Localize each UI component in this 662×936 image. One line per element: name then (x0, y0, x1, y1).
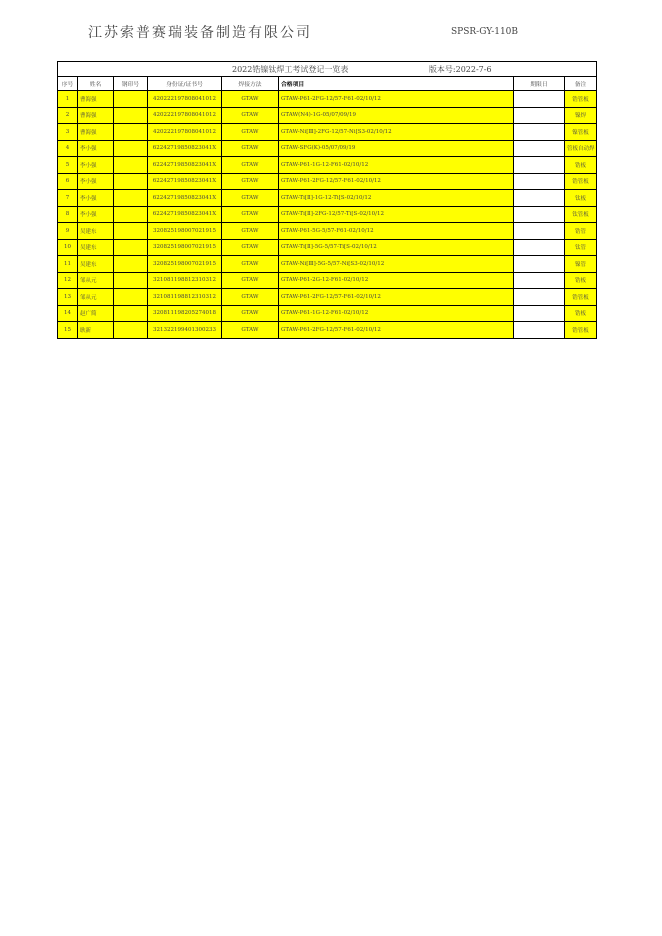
cell-name: 耿新 (78, 322, 114, 339)
cell-expiry (514, 206, 565, 223)
table-row (58, 173, 597, 190)
header-no: 序号 (58, 77, 78, 91)
cell-id: 62242719850823041X (148, 140, 222, 157)
cell-expiry (514, 322, 565, 339)
cell-method: GTAW (222, 289, 279, 306)
cell-no: 15 (58, 322, 78, 339)
cell-method: GTAW (222, 173, 279, 190)
table-row (58, 206, 597, 223)
header-stamp: 钢印号 (114, 77, 148, 91)
cell-method: GTAW (222, 272, 279, 289)
cell-qualified-item: GTAW-P61-2FG-12/57-F61-02/10/12 (279, 173, 514, 190)
cell-qualified-item: GTAW-Ti[Ⅱ]-5G-5/57-Ti[S-02/10/12 (279, 239, 514, 256)
cell-qualified-item: GTAW-Ni[Ⅲ]-5G-5/57-Ni[S3-02/10/12 (279, 256, 514, 273)
table-row (58, 190, 597, 207)
table-row (58, 272, 597, 289)
cell-name: 吴建东 (78, 239, 114, 256)
cell-note: 锆管板 (565, 91, 597, 108)
company-name: 江苏索普赛瑞装备制造有限公司 (88, 25, 312, 41)
table-header-row (58, 77, 597, 91)
welder-registration-table (57, 61, 597, 339)
cell-id: 321081198812310312 (148, 289, 222, 306)
cell-id: 62242719850823041X (148, 173, 222, 190)
header-expiry: 期限日 (514, 77, 565, 91)
cell-no: 8 (58, 206, 78, 223)
cell-stamp (114, 289, 148, 306)
cell-note: 镍焊 (565, 107, 597, 124)
cell-name: 邹从元 (78, 272, 114, 289)
cell-no: 1 (58, 91, 78, 108)
cell-qualified-item: GTAW-P61-5G-5/57-F61-02/10/12 (279, 223, 514, 240)
cell-stamp (114, 157, 148, 174)
cell-qualified-item: GTAW-P61-2FG-12/57-F61-02/10/12 (279, 91, 514, 108)
cell-expiry (514, 223, 565, 240)
cell-no: 11 (58, 256, 78, 273)
cell-id: 320825198007021915 (148, 239, 222, 256)
cell-id: 420222197808041012 (148, 107, 222, 124)
cell-stamp (114, 256, 148, 273)
cell-expiry (514, 91, 565, 108)
header-method: 焊接方法 (222, 77, 279, 91)
cell-no: 6 (58, 173, 78, 190)
cell-qualified-item: GTAW-P61-1G-12-F61-02/10/12 (279, 305, 514, 322)
cell-method: GTAW (222, 91, 279, 108)
cell-id: 321322199401300233 (148, 322, 222, 339)
cell-id: 321081198812310312 (148, 272, 222, 289)
table-row (58, 157, 597, 174)
cell-qualified-item: GTAW(N4)-1G-05/07/09/19 (279, 107, 514, 124)
table-row (58, 305, 597, 322)
table-row (58, 223, 597, 240)
table-row (58, 322, 597, 339)
cell-method: GTAW (222, 206, 279, 223)
cell-name: 李小强 (78, 190, 114, 207)
cell-name: 曹海强 (78, 91, 114, 108)
cell-no: 2 (58, 107, 78, 124)
cell-no: 9 (58, 223, 78, 240)
cell-stamp (114, 107, 148, 124)
cell-name: 赵广简 (78, 305, 114, 322)
cell-expiry (514, 190, 565, 207)
cell-name: 李小强 (78, 140, 114, 157)
cell-no: 5 (58, 157, 78, 174)
header-note: 备注 (565, 77, 597, 91)
cell-name: 李小强 (78, 157, 114, 174)
cell-id: 320811198205274018 (148, 305, 222, 322)
cell-id: 320825198007021915 (148, 223, 222, 240)
table-row (58, 256, 597, 273)
cell-stamp (114, 190, 148, 207)
table-title: 2022锆镍钛焊工考试登记一览表 (232, 64, 349, 74)
cell-method: GTAW (222, 124, 279, 141)
cell-note: 锆管 (565, 223, 597, 240)
version-label: 版本号:2022-7-6 (428, 64, 492, 74)
cell-expiry (514, 289, 565, 306)
cell-expiry (514, 124, 565, 141)
cell-expiry (514, 256, 565, 273)
cell-note: 锆管板 (565, 289, 597, 306)
cell-note: 管板自动焊 (565, 140, 597, 157)
cell-method: GTAW (222, 223, 279, 240)
cell-expiry (514, 173, 565, 190)
cell-name: 李小强 (78, 206, 114, 223)
cell-note: 锆管板 (565, 173, 597, 190)
document-number: SPSR-GY-110B (451, 27, 519, 37)
cell-method: GTAW (222, 140, 279, 157)
cell-no: 4 (58, 140, 78, 157)
cell-qualified-item: GTAW-Ni[Ⅲ]-2FG-12/57-Ni[S3-02/10/12 (279, 124, 514, 141)
cell-qualified-item: GTAW-Ti[Ⅱ]-1G-12-Ti[S-02/10/12 (279, 190, 514, 207)
cell-method: GTAW (222, 157, 279, 174)
cell-stamp (114, 305, 148, 322)
cell-stamp (114, 239, 148, 256)
cell-qualified-item: GTAW-P61-2G-12-F61-02/10/12 (279, 272, 514, 289)
cell-no: 12 (58, 272, 78, 289)
cell-qualified-item: GTAW-Ti[Ⅱ]-2FG-12/57-Ti[S-02/10/12 (279, 206, 514, 223)
cell-expiry (514, 140, 565, 157)
cell-id: 420222197808041012 (148, 124, 222, 141)
cell-name: 吴建东 (78, 256, 114, 273)
cell-stamp (114, 140, 148, 157)
cell-name: 邹从元 (78, 289, 114, 306)
cell-id: 62242719850823041X (148, 206, 222, 223)
cell-stamp (114, 206, 148, 223)
cell-note: 锆板 (565, 272, 597, 289)
cell-method: GTAW (222, 107, 279, 124)
cell-no: 7 (58, 190, 78, 207)
cell-note: 镍管板 (565, 124, 597, 141)
cell-note: 镍管 (565, 256, 597, 273)
cell-note: 锆板 (565, 305, 597, 322)
table-row (58, 140, 597, 157)
cell-note: 钛管 (565, 239, 597, 256)
cell-no: 3 (58, 124, 78, 141)
cell-stamp (114, 91, 148, 108)
cell-method: GTAW (222, 239, 279, 256)
cell-expiry (514, 239, 565, 256)
cell-stamp (114, 322, 148, 339)
table-row (58, 91, 597, 108)
cell-method: GTAW (222, 322, 279, 339)
cell-name: 李小强 (78, 173, 114, 190)
table-row (58, 124, 597, 141)
cell-expiry (514, 272, 565, 289)
cell-id: 420222197808041012 (148, 91, 222, 108)
cell-note: 钛板 (565, 190, 597, 207)
header-id: 身份证/证书号 (148, 77, 222, 91)
cell-note: 锆管板 (565, 322, 597, 339)
cell-qualified-item: GTAW-P61-2FG-12/57-F61-02/10/12 (279, 289, 514, 306)
cell-expiry (514, 157, 565, 174)
cell-no: 10 (58, 239, 78, 256)
cell-name: 曹海强 (78, 124, 114, 141)
cell-name: 曹海强 (78, 107, 114, 124)
cell-qualified-item: GTAW-SFG(K)-05/07/09/19 (279, 140, 514, 157)
cell-id: 62242719850823041X (148, 157, 222, 174)
cell-no: 13 (58, 289, 78, 306)
cell-method: GTAW (222, 190, 279, 207)
header-qualified-items: 合格项目 (279, 77, 514, 91)
cell-no: 14 (58, 305, 78, 322)
cell-qualified-item: GTAW-P61-2FG-12/57-F61-02/10/12 (279, 322, 514, 339)
cell-method: GTAW (222, 305, 279, 322)
cell-id: 62242719850823041X (148, 190, 222, 207)
table-title-row (58, 62, 597, 77)
table-row (58, 289, 597, 306)
cell-stamp (114, 124, 148, 141)
cell-expiry (514, 305, 565, 322)
cell-note: 锆板 (565, 157, 597, 174)
cell-note: 钛管板 (565, 206, 597, 223)
cell-stamp (114, 272, 148, 289)
cell-stamp (114, 173, 148, 190)
cell-method: GTAW (222, 256, 279, 273)
cell-id: 320825198007021915 (148, 256, 222, 273)
cell-qualified-item: GTAW-P61-1G-12-F61-02/10/12 (279, 157, 514, 174)
header-name: 姓名 (78, 77, 114, 91)
table-row (58, 107, 597, 124)
cell-stamp (114, 223, 148, 240)
cell-expiry (514, 107, 565, 124)
cell-name: 吴建东 (78, 223, 114, 240)
table-row (58, 239, 597, 256)
